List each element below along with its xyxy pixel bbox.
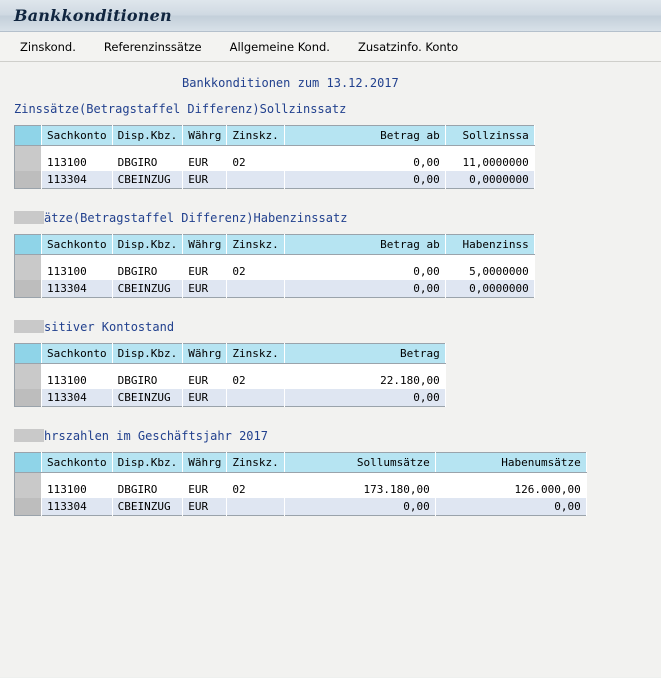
section-jahreszahlen — [0, 429, 661, 516]
row-marker[interactable] — [15, 389, 42, 407]
table-row[interactable] — [15, 263, 535, 280]
menu-item-zusatzinfo-konto[interactable]: Zusatzinfo. Konto — [357, 39, 459, 54]
column-header-sachkonto[interactable]: Sachkonto — [42, 235, 113, 255]
cell-dispkbz: DBGIRO — [112, 263, 183, 280]
table-row[interactable] — [15, 280, 535, 298]
table-row[interactable] — [15, 171, 535, 189]
cell-betrag-ab: 0,00 — [284, 171, 445, 189]
menu-item-zinskond[interactable]: Zinskond. — [20, 39, 76, 54]
cell-betrag: 0,00 — [284, 389, 445, 407]
cell-zinskz: 02 — [227, 372, 284, 389]
document-title: Bankkonditionen zum 13.12.2017 — [182, 76, 399, 90]
row-marker[interactable] — [15, 171, 42, 189]
table-header-row — [15, 453, 587, 473]
cell-dispkbz: DBGIRO — [112, 154, 183, 171]
row-marker[interactable] — [15, 372, 42, 389]
section-heading: hrszahlen im Geschäftsjahr 2017 — [44, 429, 268, 443]
cell-zinskz — [227, 280, 284, 298]
row-marker-header — [15, 344, 42, 364]
cell-sachkonto: 113304 — [42, 498, 113, 516]
row-marker[interactable] — [15, 280, 42, 298]
report-content — [0, 62, 661, 677]
cell-sachkonto: 113100 — [42, 481, 113, 498]
table-spacer-row — [15, 473, 587, 482]
table-header-row — [15, 126, 535, 146]
cell-waehrg: EUR — [183, 263, 227, 280]
table-row[interactable] — [15, 154, 535, 171]
cell-betrag-ab: 0,00 — [284, 280, 445, 298]
column-header-waehrg[interactable]: Währg — [183, 344, 227, 364]
cell-sollumsaetze: 173.180,00 — [284, 481, 435, 498]
section-heading: ätze(Betragstaffel Differenz)Habenzinssatz — [44, 211, 348, 225]
cell-habenzinssatz: 5,0000000 — [445, 263, 534, 280]
row-marker-header — [15, 235, 42, 255]
column-header-sollzinssatz[interactable]: Sollzinssa — [445, 126, 534, 146]
table-positiver-kontostand — [14, 343, 446, 407]
column-header-zinskz[interactable]: Zinskz. — [227, 344, 284, 364]
column-header-dispkbz[interactable]: Disp.Kbz. — [112, 453, 183, 473]
row-marker-header — [15, 126, 42, 146]
cell-zinskz: 02 — [227, 481, 284, 498]
menu-item-referenzinssaetze[interactable]: Referenzinssätze — [103, 39, 202, 54]
column-header-sachkonto[interactable]: Sachkonto — [42, 344, 113, 364]
cell-habenumsaetze: 126.000,00 — [435, 481, 586, 498]
section-positiver-kontostand — [0, 320, 661, 407]
column-header-waehrg[interactable]: Währg — [183, 235, 227, 255]
cell-dispkbz: DBGIRO — [112, 372, 183, 389]
column-header-betrag-ab[interactable]: Betrag ab — [284, 126, 445, 146]
cell-sachkonto: 113100 — [42, 263, 113, 280]
column-header-dispkbz[interactable]: Disp.Kbz. — [112, 126, 183, 146]
cell-sachkonto: 113100 — [42, 154, 113, 171]
cell-dispkbz: CBEINZUG — [112, 498, 183, 516]
table-spacer-row — [15, 255, 535, 264]
table-row[interactable] — [15, 498, 587, 516]
row-marker[interactable] — [15, 498, 42, 516]
cell-betrag-ab: 0,00 — [284, 154, 445, 171]
menu-item-allgemeine-kond[interactable]: Allgemeine Kond. — [229, 39, 330, 54]
column-header-waehrg[interactable]: Währg — [183, 453, 227, 473]
column-header-betrag-ab[interactable]: Betrag ab — [284, 235, 445, 255]
menubar — [0, 32, 661, 62]
cell-zinskz — [227, 498, 284, 516]
column-header-dispkbz[interactable]: Disp.Kbz. — [112, 344, 183, 364]
cell-waehrg: EUR — [183, 171, 227, 189]
table-row[interactable] — [15, 481, 587, 498]
row-marker[interactable] — [15, 263, 42, 280]
row-marker[interactable] — [15, 154, 42, 171]
cell-waehrg: EUR — [183, 372, 227, 389]
table-sollzinssatz — [14, 125, 535, 189]
masked-text-block — [14, 211, 44, 224]
cell-habenumsaetze: 0,00 — [435, 498, 586, 516]
section-heading: sitiver Kontostand — [44, 320, 175, 334]
cell-sachkonto: 113304 — [42, 171, 113, 189]
column-header-dispkbz[interactable]: Disp.Kbz. — [112, 235, 183, 255]
column-header-habenumsaetze[interactable]: Habenumsätze — [435, 453, 586, 473]
masked-text-block — [14, 429, 44, 442]
window-title: Bankkonditionen — [14, 6, 172, 25]
column-header-zinskz[interactable]: Zinskz. — [227, 235, 284, 255]
table-jahreszahlen — [14, 452, 587, 516]
cell-dispkbz: DBGIRO — [112, 481, 183, 498]
column-header-zinskz[interactable]: Zinskz. — [227, 453, 284, 473]
table-habenzinssatz — [14, 234, 535, 298]
masked-text-block — [14, 320, 44, 333]
column-header-habenzinssatz[interactable]: Habenzinss — [445, 235, 534, 255]
table-row[interactable] — [15, 372, 446, 389]
cell-waehrg: EUR — [183, 481, 227, 498]
cell-sachkonto: 113304 — [42, 280, 113, 298]
column-header-sachkonto[interactable]: Sachkonto — [42, 126, 113, 146]
column-header-zinskz[interactable]: Zinskz. — [227, 126, 284, 146]
cell-betrag: 22.180,00 — [284, 372, 445, 389]
section-heading: Zinssätze(Betragstaffel Differenz)Sollzinssatz — [14, 102, 347, 116]
cell-zinskz: 02 — [227, 263, 284, 280]
cell-waehrg: EUR — [183, 280, 227, 298]
cell-sollzinssatz: 0,0000000 — [445, 171, 534, 189]
cell-zinskz — [227, 171, 284, 189]
cell-waehrg: EUR — [183, 389, 227, 407]
cell-dispkbz: CBEINZUG — [112, 171, 183, 189]
cell-sachkonto: 113100 — [42, 372, 113, 389]
cell-waehrg: EUR — [183, 498, 227, 516]
cell-zinskz: 02 — [227, 154, 284, 171]
table-header-row — [15, 344, 446, 364]
column-header-betrag[interactable]: Betrag — [284, 344, 445, 364]
cell-sollumsaetze: 0,00 — [284, 498, 435, 516]
section-habenzinssatz — [0, 211, 661, 298]
row-marker-header — [15, 453, 42, 473]
table-row[interactable] — [15, 389, 446, 407]
cell-habenzinssatz: 0,0000000 — [445, 280, 534, 298]
window-titlebar — [0, 0, 661, 32]
cell-waehrg: EUR — [183, 154, 227, 171]
section-sollzinssatz — [0, 102, 661, 189]
cell-dispkbz: CBEINZUG — [112, 389, 183, 407]
cell-dispkbz: CBEINZUG — [112, 280, 183, 298]
cell-sachkonto: 113304 — [42, 389, 113, 407]
cell-sollzinssatz: 11,0000000 — [445, 154, 534, 171]
column-header-sachkonto[interactable]: Sachkonto — [42, 453, 113, 473]
table-spacer-row — [15, 146, 535, 155]
table-header-row — [15, 235, 535, 255]
cell-zinskz — [227, 389, 284, 407]
table-spacer-row — [15, 364, 446, 373]
cell-betrag-ab: 0,00 — [284, 263, 445, 280]
column-header-sollumsaetze[interactable]: Sollumsätze — [284, 453, 435, 473]
row-marker[interactable] — [15, 481, 42, 498]
column-header-waehrg[interactable]: Währg — [183, 126, 227, 146]
